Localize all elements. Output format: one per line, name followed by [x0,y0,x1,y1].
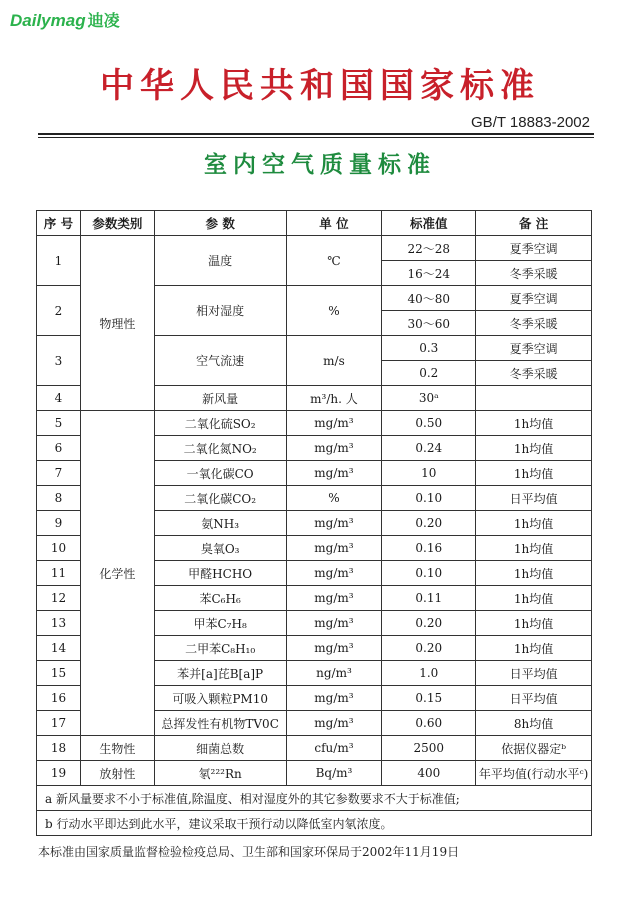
note-cell: 依据仪器定ᵇ [476,736,592,761]
param-cell: 空气流速 [154,336,286,386]
note-cell: 夏季空调 [476,236,592,261]
note-cell: 8h均值 [476,711,592,736]
note-cell: 冬季采暖 [476,261,592,286]
param-cell: 新风量 [154,386,286,411]
document-title: 中华人民共和国国家标准 [100,66,540,106]
value-cell: 30～60 [382,311,476,336]
logo-text: Dailymag [10,11,86,30]
param-cell: 二甲苯C₈H₁₀ [154,636,286,661]
param-cell: 一氧化碳CO [154,461,286,486]
unit-cell: mg/m³ [286,636,382,661]
param-cell: 总挥发性有机物TV0C [154,711,286,736]
row-number: 1 [37,236,81,286]
param-cell: 氨NH₃ [154,511,286,536]
table-note: b 行动水平即达到此水平，建议采取干预行动以降低室内氡浓度。 [37,811,592,836]
row-number: 16 [37,686,81,711]
note-cell: 年平均值(行动水平ᶜ) [476,761,592,786]
param-cell: 臭氧O₃ [154,536,286,561]
table-row [37,236,592,261]
value-cell: 0.20 [382,636,476,661]
param-cell: 甲苯C₇H₈ [154,611,286,636]
row-number: 18 [37,736,81,761]
header-cell: 序 号 [37,211,81,236]
note-cell: 1h均值 [476,436,592,461]
header-cell: 参数类别 [80,211,154,236]
note-cell: 夏季空调 [476,336,592,361]
row-number: 15 [37,661,81,686]
unit-cell: ℃ [286,236,382,286]
row-number: 13 [37,611,81,636]
header-cell: 单 位 [286,211,382,236]
unit-cell: ng/m³ [286,661,382,686]
category-cell: 物理性 [80,236,154,411]
note-cell: 1h均值 [476,536,592,561]
unit-cell: mg/m³ [286,536,382,561]
row-number: 9 [37,511,81,536]
param-cell: 细菌总数 [154,736,286,761]
row-number: 12 [37,586,81,611]
value-cell: 0.20 [382,511,476,536]
row-number: 4 [37,386,81,411]
table-row [37,761,592,786]
param-cell: 可吸入颗粒PM10 [154,686,286,711]
value-cell: 0.50 [382,411,476,436]
row-number: 7 [37,461,81,486]
brand-logo [10,8,120,31]
unit-cell: mg/m³ [286,511,382,536]
note-cell: 冬季采暖 [476,361,592,386]
unit-cell: m³/h. 人 [286,386,382,411]
param-cell: 甲醛HCHO [154,561,286,586]
standard-table [36,210,592,836]
category-cell: 生物性 [80,736,154,761]
note-cell [476,386,592,411]
row-number: 11 [37,561,81,586]
param-cell: 苯并[a]芘B[a]P [154,661,286,686]
note-cell: 1h均值 [476,411,592,436]
note-cell: 1h均值 [476,561,592,586]
note-cell: 1h均值 [476,586,592,611]
note-cell: 日平均值 [476,686,592,711]
unit-cell: mg/m³ [286,561,382,586]
value-cell: 0.3 [382,336,476,361]
param-cell: 苯C₆H₆ [154,586,286,611]
note-cell: 冬季采暖 [476,311,592,336]
value-cell: 0.16 [382,536,476,561]
table-note: a 新风量要求不小于标准值,除温度、相对湿度外的其它参数要求不大于标准值; [37,786,592,811]
note-cell: 1h均值 [476,636,592,661]
unit-cell: Bq/m³ [286,761,382,786]
value-cell: 0.20 [382,611,476,636]
row-number: 3 [37,336,81,386]
param-cell: 二氧化硫SO₂ [154,411,286,436]
table-header-row [37,211,592,236]
value-cell: 1.0 [382,661,476,686]
row-number: 8 [37,486,81,511]
value-cell: 16～24 [382,261,476,286]
row-number: 6 [37,436,81,461]
param-cell: 二氧化碳CO₂ [154,486,286,511]
value-cell: 10 [382,461,476,486]
value-cell: 0.10 [382,486,476,511]
unit-cell: % [286,286,382,336]
title-rule [38,133,594,135]
row-number: 19 [37,761,81,786]
unit-cell: m/s [286,336,382,386]
unit-cell: mg/m³ [286,411,382,436]
value-cell: 30ᵃ [382,386,476,411]
header-cell: 参 数 [154,211,286,236]
value-cell: 40～80 [382,286,476,311]
standard-code: GB/T 18883-2002 [471,114,590,131]
value-cell: 0.24 [382,436,476,461]
unit-cell: mg/m³ [286,586,382,611]
param-cell: 相对湿度 [154,286,286,336]
logo-cn-text: 迪凌 [87,13,120,30]
category-cell: 化学性 [80,411,154,736]
unit-cell: mg/m³ [286,436,382,461]
unit-cell: mg/m³ [286,711,382,736]
header-cell: 标准值 [382,211,476,236]
row-number: 2 [37,286,81,336]
table-row [37,736,592,761]
footer-text: 本标准由国家质量监督检验检疫总局、卫生部和国家环保局于2002年11月19日 [38,845,460,859]
unit-cell: mg/m³ [286,611,382,636]
category-cell: 放射性 [80,761,154,786]
value-cell: 2500 [382,736,476,761]
unit-cell: mg/m³ [286,686,382,711]
note-cell: 1h均值 [476,611,592,636]
table-note-row [37,811,592,836]
note-cell: 1h均值 [476,511,592,536]
document-subtitle: 室内空气质量标准 [204,151,436,178]
row-number: 17 [37,711,81,736]
value-cell: 0.2 [382,361,476,386]
param-cell: 温度 [154,236,286,286]
note-cell: 夏季空调 [476,286,592,311]
param-cell: 氡²²²Rn [154,761,286,786]
value-cell: 0.15 [382,686,476,711]
note-cell: 日平均值 [476,661,592,686]
value-cell: 0.60 [382,711,476,736]
note-cell: 日平均值 [476,486,592,511]
row-number: 10 [37,536,81,561]
value-cell: 400 [382,761,476,786]
unit-cell: mg/m³ [286,461,382,486]
unit-cell: % [286,486,382,511]
table-note-row [37,786,592,811]
param-cell: 二氧化氮NO₂ [154,436,286,461]
value-cell: 0.11 [382,586,476,611]
row-number: 14 [37,636,81,661]
title-rule-thin [38,137,594,138]
note-cell: 1h均值 [476,461,592,486]
value-cell: 22～28 [382,236,476,261]
header-cell: 备 注 [476,211,592,236]
row-number: 5 [37,411,81,436]
value-cell: 0.10 [382,561,476,586]
unit-cell: cfu/m³ [286,736,382,761]
table-row [37,411,592,436]
